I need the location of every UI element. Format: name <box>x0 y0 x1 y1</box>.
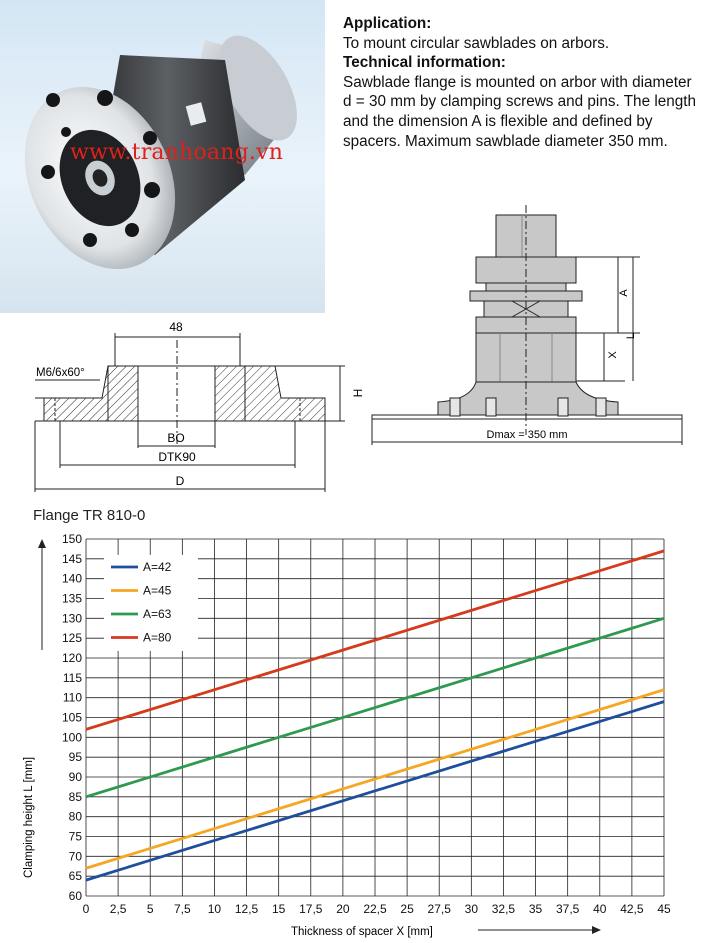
assembly-side-view <box>372 205 682 445</box>
x-tick-label: 0 <box>82 902 90 916</box>
legend-label: A=63 <box>143 607 172 621</box>
y-tick-label: 90 <box>68 770 82 784</box>
x-tick-label: 10 <box>207 902 222 916</box>
y-tick-label: 70 <box>68 849 82 864</box>
y-tick-label: 140 <box>61 571 82 586</box>
y-tick-label: 115 <box>62 670 82 685</box>
x-tick-label: 15 <box>271 902 286 916</box>
x-tick-label: 20 <box>336 902 350 916</box>
dim-h-label: H <box>351 388 365 398</box>
application-text: To mount circular sawblades on arbors. <box>343 34 610 52</box>
flange-cross-section <box>35 333 345 492</box>
y-tick-label: 145 <box>61 551 82 566</box>
x-arrow-head <box>592 926 601 934</box>
legend-label: A=80 <box>143 630 172 645</box>
y-tick-label: 150 <box>61 532 82 546</box>
dim-bo-label: BO <box>167 431 185 445</box>
dim-48-label: 48 <box>169 320 183 334</box>
x-tick-label: 12,5 <box>234 902 259 916</box>
y-tick-label: 125 <box>61 631 82 646</box>
technical-line: and the dimension A is flexible and defined by <box>343 112 653 130</box>
y-tick-label: 110 <box>62 690 82 705</box>
y-axis-label: Clamping height L [mm] <box>23 756 35 878</box>
y-arrow-head <box>38 539 46 548</box>
watermark-text: www.tranhoang.vn <box>70 140 284 165</box>
technical-line: Sawblade flange is mounted on arbor with diameter <box>343 73 692 91</box>
x-tick-label: 27,5 <box>427 902 451 916</box>
legend-label: A=45 <box>143 583 172 598</box>
technical-drawings <box>0 200 710 500</box>
y-tick-label: 85 <box>68 789 82 804</box>
dim-a-label: A <box>618 289 630 297</box>
dim-l-label: L <box>625 332 637 340</box>
y-tick-label: 135 <box>61 591 82 606</box>
thread-label: M6/6x60° <box>36 367 85 379</box>
x-axis-label: Thickness of spacer X [mm] <box>291 926 433 938</box>
technical-line: spacers. Maximum sawblade diameter 350 mm. <box>343 132 668 150</box>
dim-d-label: D <box>175 474 185 488</box>
dim-dtk-label: DTK90 <box>158 450 196 464</box>
chart-title: Flange TR 810-0 <box>33 507 146 524</box>
y-tick-label: 65 <box>68 869 82 884</box>
y-tick-label: 80 <box>68 809 82 824</box>
x-tick-label: 32,5 <box>491 902 516 916</box>
x-tick-label: 7,5 <box>173 902 191 916</box>
technical-line: d = 30 mm by clamping screws and pins. The length <box>343 93 697 111</box>
x-tick-label: 25 <box>400 902 414 916</box>
y-tick-label: 95 <box>68 750 82 765</box>
y-tick-labels <box>62 532 82 903</box>
chart-legend <box>104 555 198 651</box>
y-tick-label: 100 <box>61 730 82 745</box>
dim-x-label: X <box>607 351 619 359</box>
x-tick-label: 22,5 <box>363 902 387 916</box>
x-tick-label: 40 <box>593 902 607 916</box>
x-tick-label: 30 <box>464 902 479 916</box>
dmax-label: Dmax = 350 mm <box>486 429 568 441</box>
x-tick-label: 35 <box>528 902 543 916</box>
x-tick-labels <box>83 902 671 916</box>
x-tick-label: 37,5 <box>555 902 580 916</box>
y-tick-label: 120 <box>61 651 82 665</box>
y-tick-label: 75 <box>68 829 82 844</box>
x-tick-label: 2,5 <box>109 902 127 916</box>
description-block <box>343 14 710 151</box>
x-tick-label: 5 <box>146 902 154 916</box>
y-tick-label: 105 <box>61 710 82 725</box>
y-tick-label: 130 <box>61 611 82 626</box>
clamping-height-chart <box>0 525 710 943</box>
x-tick-label: 45 <box>657 902 671 916</box>
x-tick-label: 17,5 <box>299 902 323 916</box>
application-heading: Application: <box>343 15 432 32</box>
y-tick-label: 60 <box>68 889 82 903</box>
technical-heading: Technical information: <box>343 54 506 72</box>
legend-label: A=42 <box>143 560 172 574</box>
x-tick-label: 42,5 <box>620 902 644 916</box>
